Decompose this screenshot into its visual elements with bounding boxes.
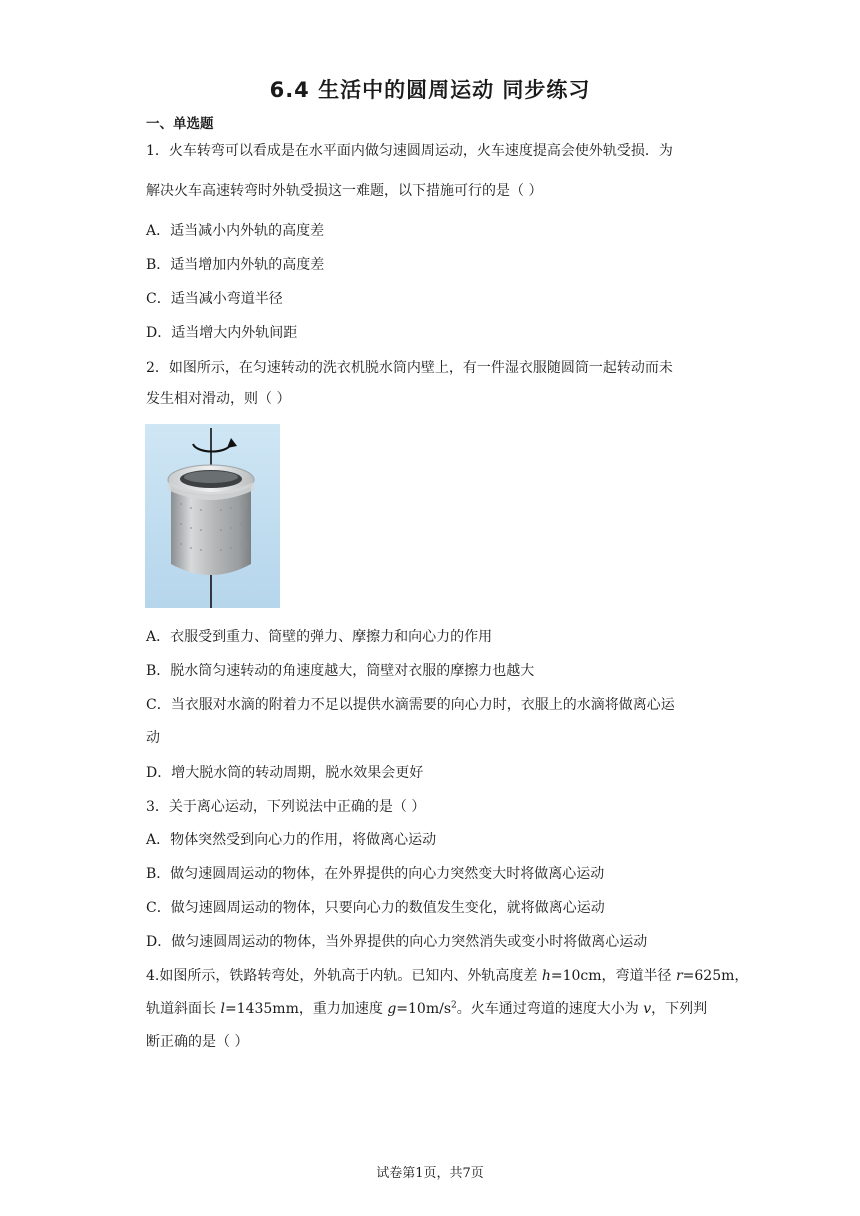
q2-option-b: B．脱水筒匀速转动的角速度越大，筒壁对衣服的摩擦力也越大 (146, 663, 535, 679)
q1-stem-line1: 1．火车转弯可以看成是在水平面内做匀速圆周运动，火车速度提高会使外轨受损．为 (146, 143, 673, 159)
q3-option-a: A．物体突然受到向心力的作用，将做离心运动 (146, 832, 437, 848)
q2-stem-line1: 2．如图所示，在匀速转动的洗衣机脱水筒内壁上，有一件湿衣服随圆筒一起转动而未 (146, 360, 673, 376)
q2-option-d: D．增大脱水筒的转动周期，脱水效果会更好 (146, 765, 424, 781)
q1-option-a: A．适当减小内外轨的高度差 (146, 223, 325, 239)
q2-option-c-continued: 动 (146, 730, 160, 746)
section-heading: 一、单选题 (146, 116, 214, 132)
page-title: 6.4 生活中的圆周运动 同步练习 (269, 78, 591, 102)
q2-option-a: A．衣服受到重力、筒壁的弹力、摩擦力和向心力的作用 (146, 629, 493, 645)
washing-machine-drum-image (145, 424, 280, 608)
q3-option-d: D．做匀速圆周运动的物体，当外界提供的向心力突然消失或变小时将做离心运动 (146, 934, 648, 950)
q4-stem-line2: 轨道斜面长 l=1435mm，重力加速度 $g=10m/s^2$。火车通过弯道的速度大小为 v，下列判 (146, 1000, 708, 1017)
q4-stem-line1: 4.如图所示，铁路转弯处，外轨高于内轨。已知内、外轨高度差 h=10cm，弯道半径 r=625m， (146, 968, 749, 984)
q1-option-d: D．适当增大内外轨间距 (146, 325, 298, 341)
q3-stem: 3．关于离心运动，下列说法中正确的是（ ） (146, 799, 426, 815)
q4-stem-line3: 断正确的是（ ） (146, 1034, 249, 1050)
q2-option-c: C．当衣服对水滴的附着力不足以提供水滴需要的向心力时，衣服上的水滴将做离心运 (146, 697, 675, 713)
q3-option-b: B．做匀速圆周运动的物体，在外界提供的向心力突然变大时将做离心运动 (146, 866, 605, 882)
q2-stem-line2: 发生相对滑动，则（ ） (146, 391, 291, 407)
page-footer: 试卷第1页，共7页 (376, 1166, 484, 1181)
q3-option-c: C．做匀速圆周运动的物体，只要向心力的数值发生变化，就将做离心运动 (146, 900, 605, 916)
q1-stem-line2: 解决火车高速转弯时外轨受损这一难题，以下措施可行的是（ ） (146, 183, 543, 199)
q1-option-b: B．适当增加内外轨的高度差 (146, 257, 325, 273)
q1-option-c: C．适当减小弯道半径 (146, 291, 283, 307)
washing-machine-drum-icon (145, 424, 280, 608)
